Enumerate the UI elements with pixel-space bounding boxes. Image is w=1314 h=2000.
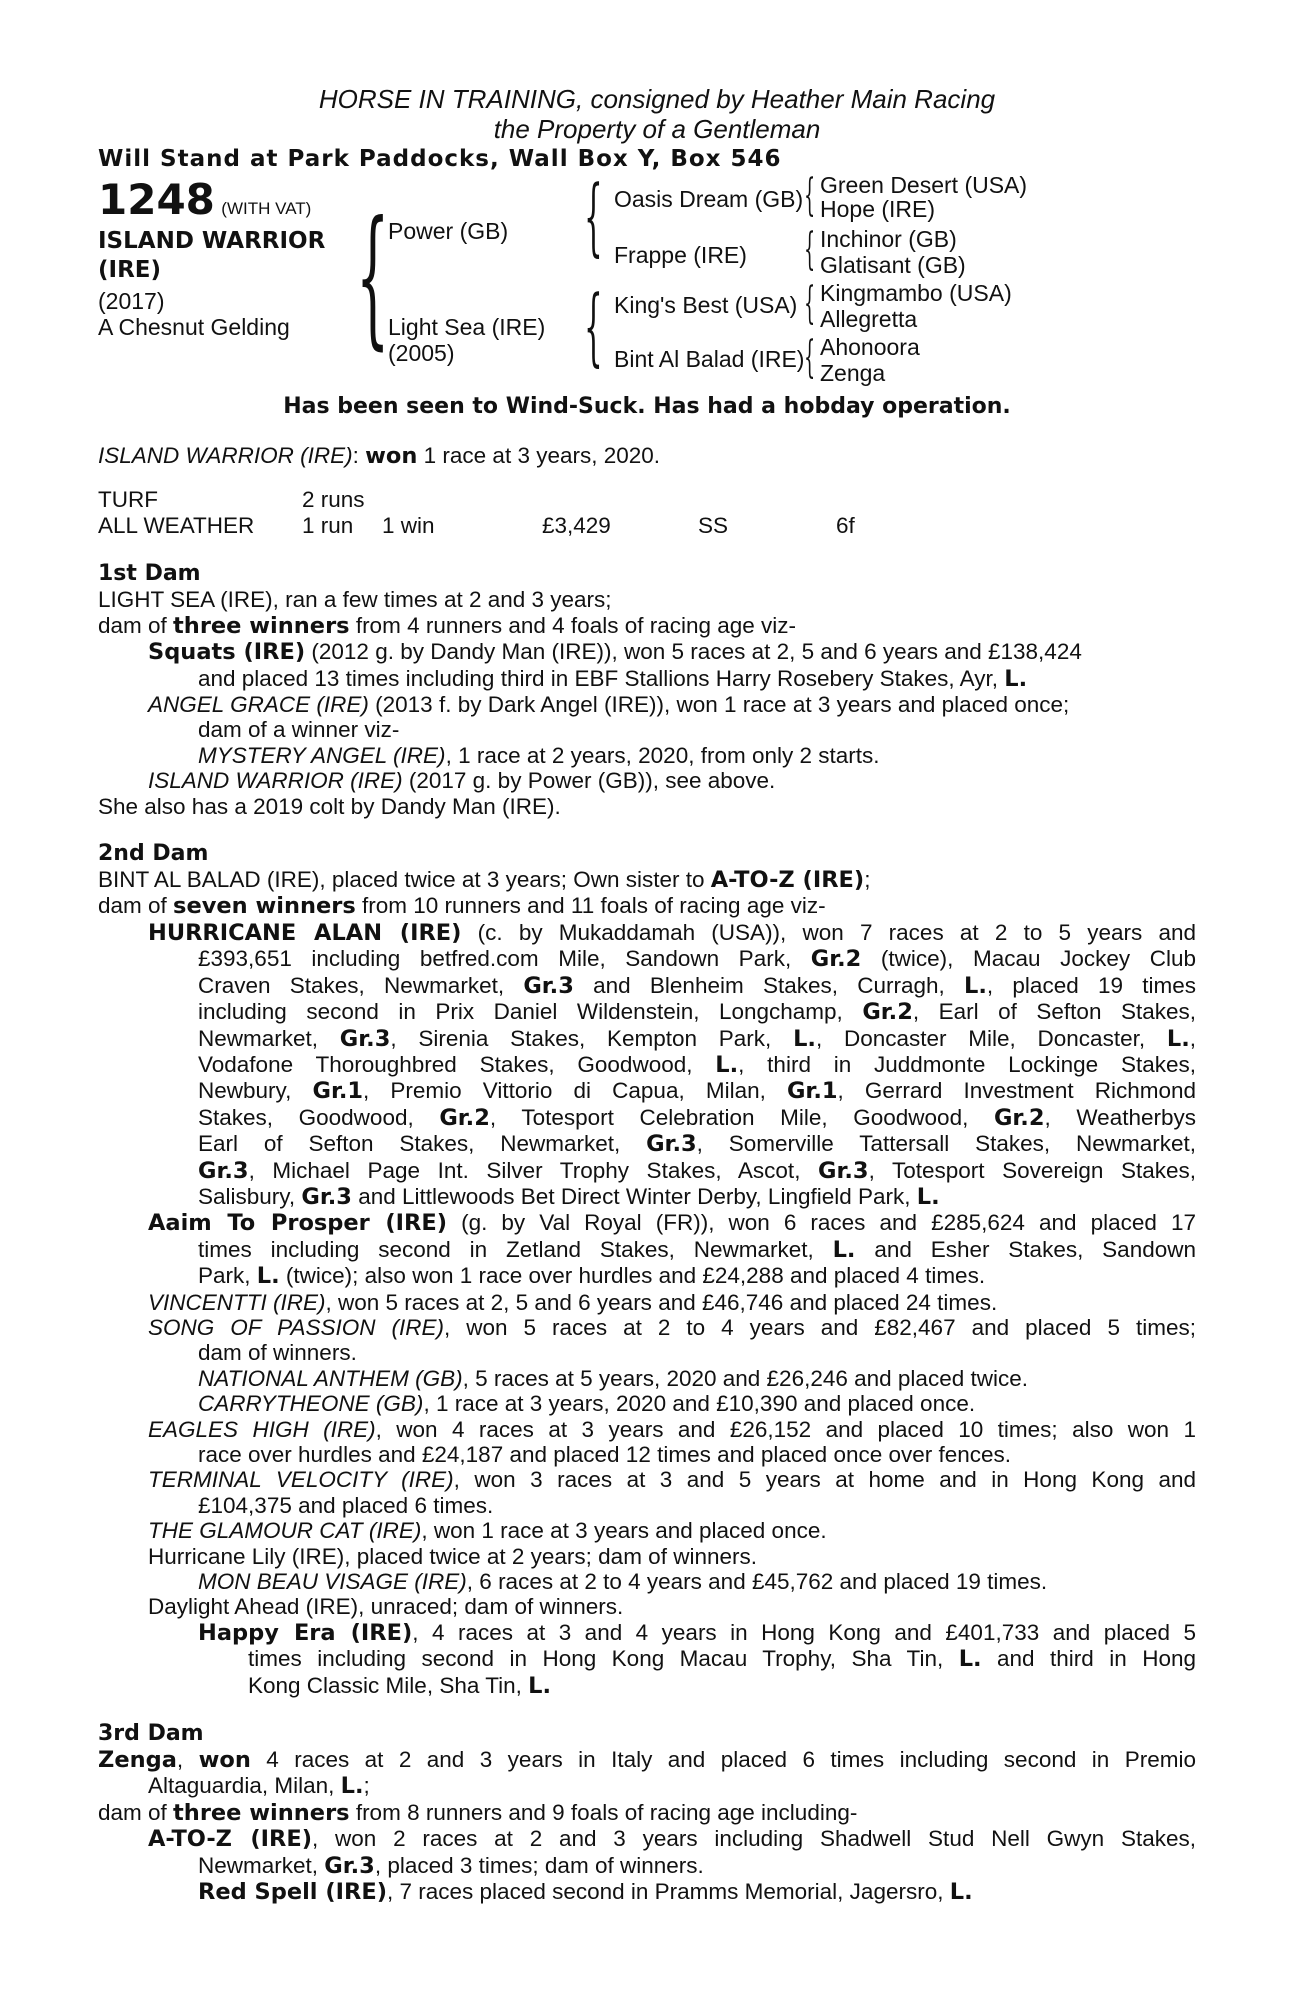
produce-entry: Aaim To Prosper (IRE) (g. by Val Royal (FR)), won 6 races and £285,624 and placed 17 xyxy=(148,1210,1196,1237)
produce-entry: times including second in Zetland Stakes, Newmarket, L. and Esher Stakes, Sandown xyxy=(198,1236,1196,1263)
third-dam-line: Altaguardia, Milan, L.; xyxy=(148,1773,370,1800)
produce-entry: MON BEAU VISAGE (IRE), 6 races at 2 to 4 years and £45,762 and placed 19 times. xyxy=(198,1569,1048,1595)
second-dam-section xyxy=(98,867,1196,1699)
produce-entry: TERMINAL VELOCITY (IRE), won 3 races at 3 and 5 years at home and in Hong Kong and xyxy=(148,1467,1196,1493)
consignor-line: HORSE IN TRAINING, consigned by Heather Main Racing xyxy=(318,84,996,114)
foaling-year: (2017) xyxy=(98,288,165,314)
produce-entry: ISLAND WARRIOR (IRE) (2017 g. by Power (GB)), see above. xyxy=(148,768,776,794)
produce-entry: Hurricane Lily (IRE), placed twice at 2 years; dam of winners. xyxy=(148,1543,757,1569)
first-dam-section xyxy=(98,587,1196,819)
first-dam-line: She also has a 2019 colt by Dandy Man (IRE). xyxy=(98,793,561,819)
produce-entry: Stakes, Goodwood, Gr.2, Totesport Celebration Mile, Goodwood, Gr.2, Weatherbys xyxy=(198,1104,1196,1131)
stand-location: Will Stand at Park Paddocks, Wall Box Y, Box 546 xyxy=(98,146,782,172)
dam-sire-dam: Allegretta xyxy=(820,306,918,332)
property-line: the Property of a Gentleman xyxy=(493,114,821,144)
dam-brace: { xyxy=(584,277,603,375)
sire-sire: Oasis Dream (GB) xyxy=(614,186,804,212)
aw-going: SS xyxy=(698,513,729,539)
second-dam-line: BINT AL BALAD (IRE), placed twice at 3 years; Own sister to A-TO-Z (IRE); xyxy=(98,867,871,894)
aw-runs: 1 run xyxy=(302,513,354,539)
sire-dam-dam: Glatisant (GB) xyxy=(820,252,966,278)
veterinary-note: Has been seen to Wind-Suck. Has had a hobday operation. xyxy=(283,394,1011,419)
dd-brace: { xyxy=(804,332,816,383)
dam-dam-sire: Ahonoora xyxy=(820,334,920,360)
horse-name-suffix: (IRE) xyxy=(98,257,162,283)
second-dam-heading: 2nd Dam xyxy=(98,841,209,867)
ss-brace: { xyxy=(804,170,816,221)
lot-number-block xyxy=(98,175,312,224)
sire-dam-brace: { xyxy=(356,190,390,364)
dam-year: (2005) xyxy=(388,340,455,366)
aw-prize-money: £3,429 xyxy=(542,513,611,539)
first-dam-line: LIGHT SEA (IRE), ran a few times at 2 and 3 years; xyxy=(98,587,612,613)
produce-entry: VINCENTTI (IRE), won 5 races at 2, 5 and 6 years and £46,746 and placed 24 times. xyxy=(148,1289,998,1315)
produce-entry: Red Spell (IRE), 7 races placed second in Pramms Memorial, Jagersro, L. xyxy=(198,1879,973,1906)
dam-sire: King's Best (USA) xyxy=(614,292,798,318)
produce-entry: race over hurdles and £24,187 and placed 12 times and placed once over fences. xyxy=(198,1442,1012,1467)
first-dam-heading: 1st Dam xyxy=(98,561,201,587)
summary-horse-name: ISLAND WARRIOR (IRE) xyxy=(98,443,353,468)
produce-entry: Vodafone Thoroughbred Stakes, Goodwood, L., third in Juddmonte Lockinge Stakes, xyxy=(198,1051,1196,1078)
produce-entry: MYSTERY ANGEL (IRE), 1 race at 2 years, 2020, from only 2 starts. xyxy=(198,742,880,768)
vat-label: (WITH VAT) xyxy=(221,199,312,218)
turf-label: TURF xyxy=(98,487,158,513)
produce-entry: CARRYTHEONE (GB), 1 race at 3 years, 2020 and £10,390 and placed once. xyxy=(198,1391,976,1417)
ds-brace: { xyxy=(804,278,816,329)
produce-entry: Earl of Sefton Stakes, Newmarket, Gr.3, Somerville Tattersall Stakes, Newmarket, xyxy=(198,1131,1196,1158)
produce-entry: Salisbury, Gr.3 and Littlewoods Bet Direct Winter Derby, Lingfield Park, L. xyxy=(198,1183,940,1210)
produce-entry: and placed 13 times including third in EBF Stallions Harry Rosebery Stakes, Ayr, L. xyxy=(198,665,1028,692)
produce-entry: times including second in Hong Kong Macau Trophy, Sha Tin, L. and third in Hong xyxy=(248,1646,1196,1673)
horse-name: ISLAND WARRIOR xyxy=(98,228,326,254)
produce-entry: SONG OF PASSION (IRE), won 5 races at 2 to 4 years and £82,467 and placed 5 times; xyxy=(148,1314,1196,1340)
horse-description: A Chesnut Gelding xyxy=(98,314,290,340)
aw-wins: 1 win xyxy=(382,513,435,539)
produce-entry: £393,651 including betfred.com Mile, Sandown Park, Gr.2 (twice), Macau Jockey Club xyxy=(198,946,1196,973)
produce-entry: HURRICANE ALAN (IRE) (c. by Mukaddamah (USA)), won 7 races at 2 to 5 years and xyxy=(148,919,1196,946)
dam-dam-dam: Zenga xyxy=(820,360,886,386)
sire: Power (GB) xyxy=(388,218,509,244)
produce-entry: Newmarket, Gr.3, Sirenia Stakes, Kempton Park, L., Doncaster Mile, Doncaster, L., xyxy=(198,1025,1197,1052)
produce-entry: Gr.3, Michael Page Int. Silver Trophy Stakes, Ascot, Gr.3, Totesport Sovereign Stakes, xyxy=(198,1157,1196,1184)
sire-sire-sire: Green Desert (USA) xyxy=(820,172,1028,198)
produce-entry: Craven Stakes, Newmarket, Gr.3 and Blenheim Stakes, Curragh, L., placed 19 times xyxy=(198,972,1196,999)
dam: Light Sea (IRE) xyxy=(388,314,546,340)
catalogue-page xyxy=(98,84,1196,1906)
produce-entry: including second in Prix Daniel Wildenstein, Longchamp, Gr.2, Earl of Sefton Stakes, xyxy=(198,999,1196,1026)
third-dam-section xyxy=(98,1747,1196,1905)
produce-entry: THE GLAMOUR CAT (IRE), won 1 race at 3 years and placed once. xyxy=(148,1518,827,1544)
second-dam-line: dam of seven winners from 10 runners and 11 foals of racing age viz- xyxy=(98,893,826,920)
sd-brace: { xyxy=(804,224,816,275)
sire-brace: { xyxy=(584,167,603,265)
produce-entry: Daylight Ahead (IRE), unraced; dam of winners. xyxy=(148,1594,624,1620)
lot-number: 1248 xyxy=(98,175,215,224)
turf-runs: 2 runs xyxy=(302,487,365,513)
dam-dam: Bint Al Balad (IRE) xyxy=(614,346,805,372)
produce-entry: Newmarket, Gr.3, placed 3 times; dam of winners. xyxy=(198,1852,704,1879)
produce-entry: Happy Era (IRE), 4 races at 3 and 4 years in Hong Kong and £401,733 and placed 5 xyxy=(198,1619,1197,1646)
first-dam-line: dam of three winners from 4 runners and 4 foals of racing age viz- xyxy=(98,612,797,639)
third-dam-line: Zenga, won 4 races at 2 and 3 years in Italy and placed 6 times including second in Premio xyxy=(98,1747,1196,1774)
produce-entry: Park, L. (twice); also won 1 race over hurdles and £24,288 and placed 4 times. xyxy=(198,1263,986,1290)
produce-entry: Squats (IRE) (2012 g. by Dandy Man (IRE)), won 5 races at 2, 5 and 6 years and £138,424 xyxy=(148,639,1082,666)
third-dam-line: dam of three winners from 8 runners and 9 foals of racing age including- xyxy=(98,1799,858,1826)
produce-entry: EAGLES HIGH (IRE), won 4 races at 3 years and £26,152 and placed 10 times; also won 1 xyxy=(148,1416,1196,1442)
produce-entry: A-TO-Z (IRE), won 2 races at 2 and 3 years including Shadwell Stud Nell Gwyn Stakes, xyxy=(148,1826,1196,1853)
produce-entry: Newbury, Gr.1, Premio Vittorio di Capua, Milan, Gr.1, Gerrard Investment Richmond xyxy=(198,1078,1196,1105)
sire-sire-dam: Hope (IRE) xyxy=(820,196,936,222)
aw-distance: 6f xyxy=(836,513,855,539)
pedigree-table xyxy=(98,167,1196,392)
aw-label: ALL WEATHER xyxy=(98,513,255,539)
sire-dam-sire: Inchinor (GB) xyxy=(820,226,957,252)
race-summary: ISLAND WARRIOR (IRE): won 1 race at 3 years, 2020. xyxy=(98,443,661,469)
race-record-table xyxy=(98,487,1196,539)
produce-entry: ANGEL GRACE (IRE) (2013 f. by Dark Angel (IRE)), won 1 race at 3 years and placed once; xyxy=(148,692,1070,718)
produce-entry: £104,375 and placed 6 times. xyxy=(198,1492,494,1518)
dam-sire-sire: Kingmambo (USA) xyxy=(820,280,1012,306)
produce-entry: Kong Classic Mile, Sha Tin, L. xyxy=(248,1672,552,1699)
produce-entry: dam of a winner viz- xyxy=(198,717,400,743)
produce-entry: NATIONAL ANTHEM (GB), 5 races at 5 years, 2020 and £26,246 and placed twice. xyxy=(198,1365,1028,1391)
third-dam-heading: 3rd Dam xyxy=(98,1721,204,1747)
sire-dam: Frappe (IRE) xyxy=(614,242,747,268)
produce-entry: dam of winners. xyxy=(198,1340,357,1366)
